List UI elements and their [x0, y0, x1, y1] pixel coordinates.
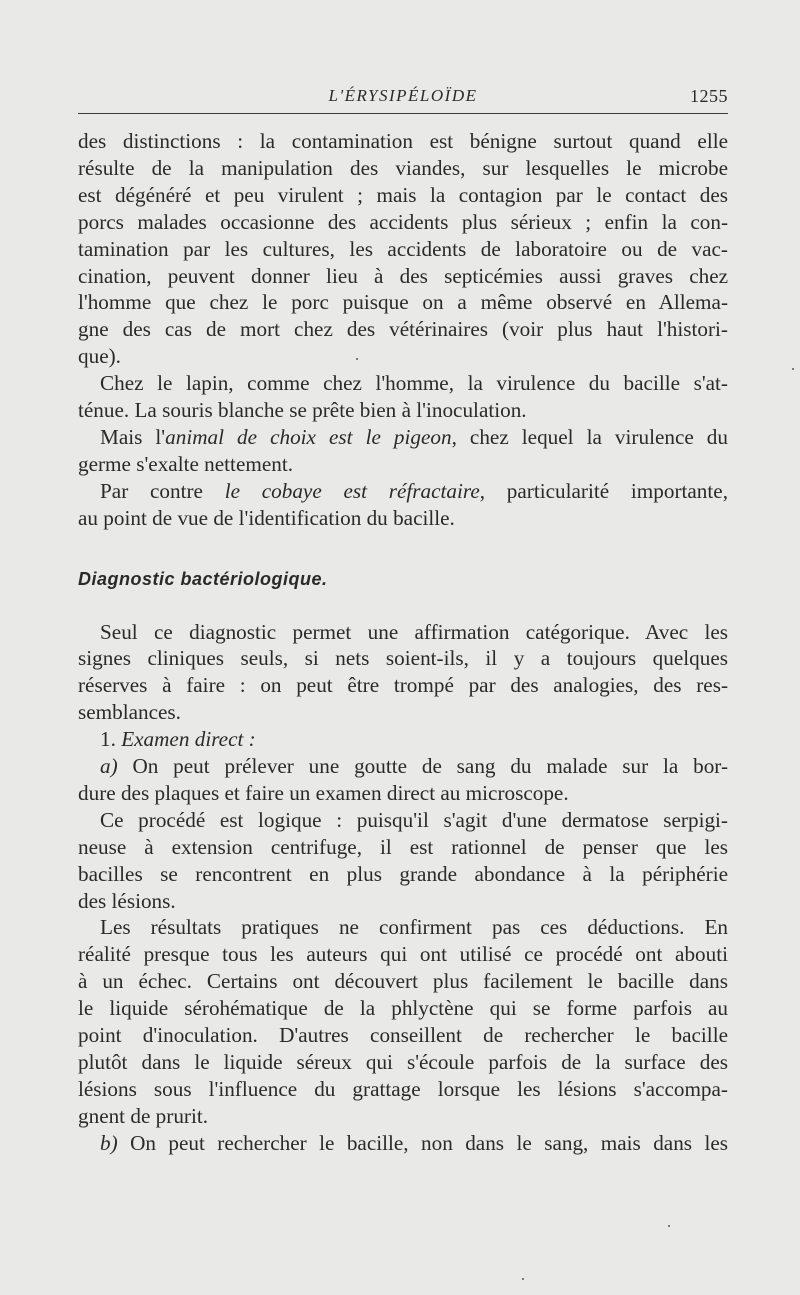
paragraph-item-b	[78, 1130, 728, 1157]
paragraph-cobaye	[78, 478, 728, 532]
text-line	[78, 478, 728, 505]
text-run: Par contre	[100, 478, 225, 503]
text-line: à un échec. Certains ont découvert plus facilement le bacille dans	[78, 969, 728, 994]
paper-speck	[356, 358, 358, 360]
text-run: Mais l'	[100, 424, 166, 449]
text-line: ténue. La souris blanche se prête bien à l'inoculation.	[78, 398, 527, 423]
text-line: lésions sous l'influence du grattage lorsque les lésions s'accompa-	[78, 1076, 728, 1101]
paragraph-resultats	[78, 914, 728, 1129]
paper-speck	[792, 368, 794, 370]
text-line: gne des cas de mort chez des vétérinaires (voir plus haut l'histori-	[78, 317, 728, 342]
text-line: dure des plaques et faire un examen direct au microscope.	[78, 780, 569, 805]
text-line: plutôt dans le liquide séreux qui s'écoule parfois de la surface des	[78, 1050, 728, 1074]
text-line: résulte de la manipulation des viandes, sur lesquelles le microbe	[78, 155, 728, 180]
text-line: réserves à faire : on peut être trompé par des analogies, des res-	[78, 673, 728, 698]
text-run: On peut prélever une goutte de sang du malade sur la bor-	[117, 754, 728, 779]
text-line	[78, 726, 728, 753]
text-run: On peut rechercher le bacille, non dans le sang, mais dans les	[117, 1130, 728, 1155]
section-heading: Diagnostic bactériologique.	[78, 568, 328, 589]
running-title: L'ÉRYSIPÉLOÏDE	[328, 86, 478, 105]
list-number: 1.	[100, 727, 122, 752]
paragraph-pigeon	[78, 424, 728, 478]
text-line: Chez le lapin, comme chez l'homme, la virulence du bacille s'at-	[100, 371, 728, 396]
paragraph-item-a	[78, 753, 728, 807]
text-line: semblances.	[78, 700, 181, 725]
paragraph-lapin	[78, 370, 728, 424]
text-line: que).	[78, 344, 121, 369]
text-line: l'homme que chez le porc puisque on a même observé en Allema-	[78, 290, 728, 315]
text-line: cination, peuvent donner lieu à des septicémies aussi graves chez	[78, 263, 728, 288]
text-line: réalité presque tous les auteurs qui ont utilisé ce procédé ont abouti	[78, 942, 728, 967]
paragraph-diagnostic	[78, 619, 728, 727]
emphasis-text: le cobaye est réfractaire	[224, 478, 480, 503]
text-line	[78, 424, 728, 451]
emphasis-text: animal de choix est le pigeon	[165, 424, 452, 449]
paragraph-procede	[78, 807, 728, 915]
paper-speck	[522, 1278, 524, 1280]
paper-speck	[668, 1225, 670, 1227]
page-header	[78, 80, 728, 114]
page-body	[78, 128, 728, 1157]
page-number: 1255	[690, 86, 728, 106]
text-line: au point de vue de l'identification du bacille.	[78, 505, 455, 530]
text-line	[78, 753, 728, 780]
paragraph-contamination	[78, 128, 728, 370]
header-rule	[78, 113, 728, 114]
text-line: Les résultats pratiques ne confirment pas ces déductions. En	[100, 915, 728, 940]
text-line: le liquide sérohématique de la phlyctène qui se forme parfois au	[78, 996, 728, 1021]
text-line: Ce procédé est logique : puisqu'il s'agit d'une dermatose serpigi-	[100, 807, 728, 832]
text-run: , chez lequel la virulence du	[451, 424, 728, 449]
text-line: bacilles se rencontrent en plus grande abondance à la périphérie	[78, 861, 728, 886]
text-line: signes cliniques seuls, si nets soient-ils, il y a toujours quelques	[78, 646, 728, 671]
text-run: , particularité importante,	[479, 478, 728, 503]
text-line: germe s'exalte nettement.	[78, 451, 294, 476]
item-label: a)	[100, 754, 118, 779]
text-line: neuse à extension centrifuge, il est rationnel de penser que les	[78, 834, 728, 859]
text-line: tamination par les cultures, les accidents de laboratoire ou de vac-	[78, 236, 728, 261]
text-line	[78, 1130, 728, 1157]
text-line: des distinctions : la contamination est bénigne surtout quand elle	[78, 129, 728, 153]
text-line: est dégénéré et peu virulent ; mais la contagion par le contact des	[78, 182, 728, 207]
text-line: point d'inoculation. D'autres conseillent de rechercher le bacille	[78, 1023, 728, 1048]
text-line: gnent de prurit.	[78, 1103, 209, 1128]
item-label: b)	[100, 1130, 118, 1155]
subsection-title: Examen direct :	[121, 727, 256, 752]
text-line: des lésions.	[78, 888, 176, 913]
text-line: porcs malades occasionne des accidents plus sérieux ; enfin la con-	[78, 209, 728, 234]
subsection-examen-direct	[78, 726, 728, 753]
text-line: Seul ce diagnostic permet une affirmation catégorique. Avec les	[100, 619, 728, 644]
